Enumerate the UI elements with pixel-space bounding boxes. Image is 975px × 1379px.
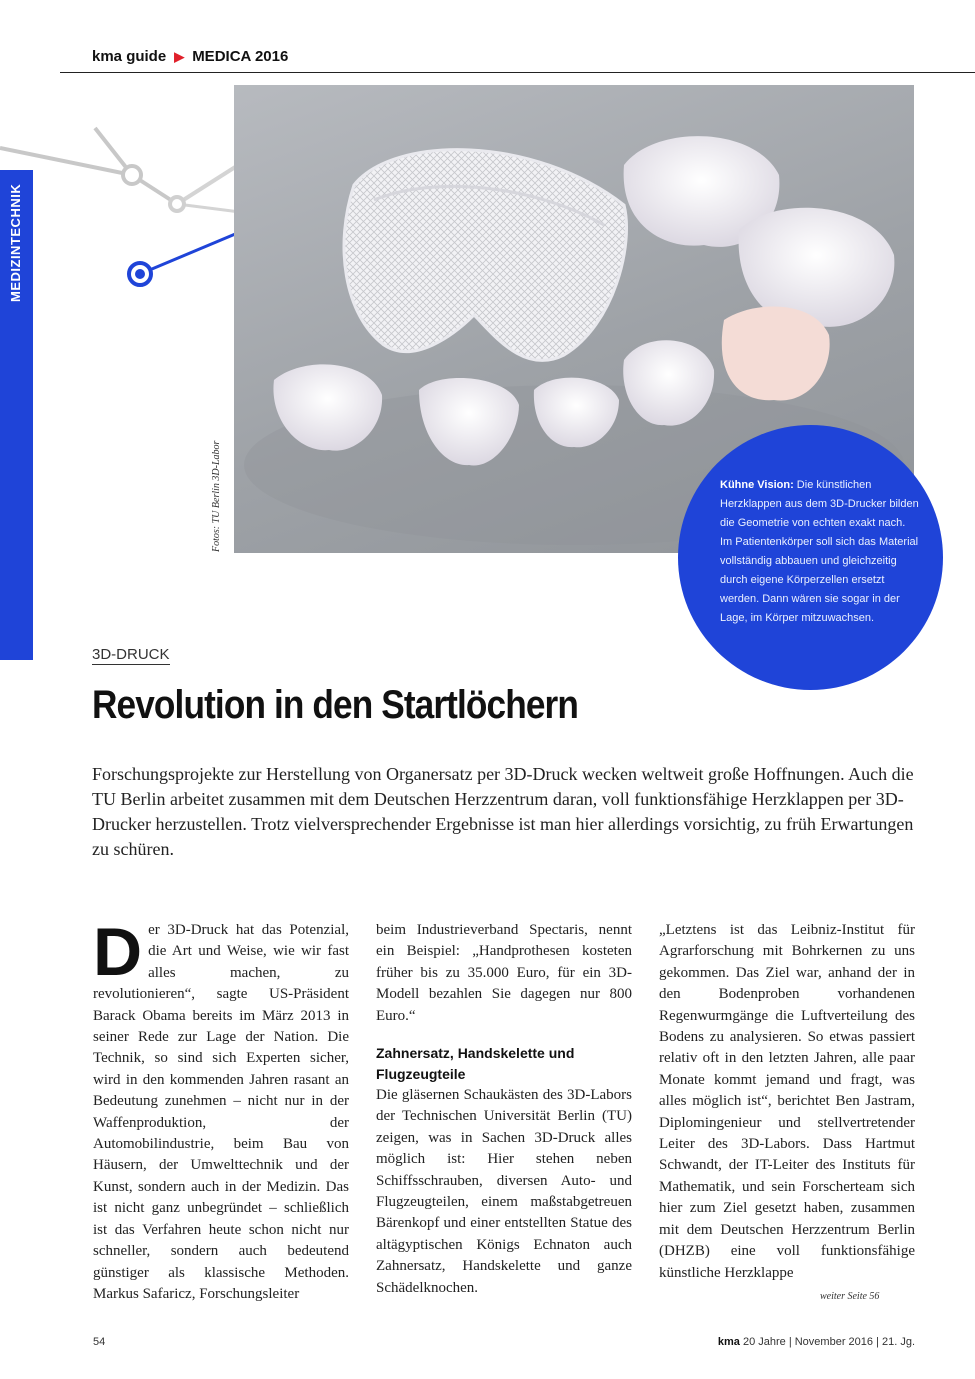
play-arrow-icon: ▶ — [174, 48, 185, 64]
article-headline: Revolution in den Startlöchern — [92, 683, 578, 727]
photo-caption — [720, 476, 920, 628]
body-column-2 — [376, 920, 632, 1299]
body-text-2: beim Industrieverband Spectaris, nennt ein Beispiel: „Handprothesen kosteten früher bis zu 35.000 Euro, für ein 3D-Modell bezahlen Sie dagegen nur 800 Euro.“ — [376, 922, 632, 1024]
header-section: MEDICA 2016 — [192, 48, 289, 65]
drop-cap: D — [93, 914, 143, 990]
body-text-1: er 3D-Druck hat das Potenzial, die Art und Weise, wie wir fast alles machen, zu revolutionieren“, sagte US-Präsident Barack Obama bereits im März 2013 in seiner Rede zur Lage der Nation. Die Technik, so sind sich Experten sicher, wird in den kommenden Jahren rasant an Bedeutung zunehmen – nicht nur in der Waffenproduktion, der Automobilindustrie, beim Bau von Häusern, der Umwelttechnik und der Kunst, sondern auch in der Medizin. Das ist nicht ganz unbegründet – schließlich ist das Verfahren heute schon nicht nur schneller, sondern auch bedeutend günstiger als klassische Methoden. Markus Safaricz, Forschungsleiter — [93, 922, 349, 1302]
page-number: 54 — [93, 1336, 106, 1348]
running-header — [92, 48, 288, 65]
body-column-1 — [93, 914, 349, 1305]
side-tab-label: MEDIZINTECHNIK — [8, 183, 23, 302]
caption-lead: Kühne Vision: — [720, 479, 794, 491]
footer-brand: kma — [717, 1336, 740, 1348]
body-text-2b: Die gläsernen Schaukästen des 3D-Labors der Technischen Universität Berlin (TU) zeigen, was in Sachen 3D-Druck alles möglich ist: Hier stehen neben Schiffsschrauben, diversen Auto- und Flugzeugteilen, einem maßstabgetreuen Bärenkopf und einer entstellten Statue des altägyptischen Königs Echnaton auch Zahnersatz, Handskelette und ganze Schädelknochen. — [376, 1087, 632, 1296]
photo-credit: Fotos: TU Berlin 3D-Labor — [211, 440, 222, 552]
body-column-3 — [659, 920, 915, 1284]
footer-info — [718, 1336, 915, 1348]
footer-details: 20 Jahre | November 2016 | 21. Jg. — [739, 1336, 915, 1348]
network-nodes-graphic — [0, 100, 240, 330]
caption-body: Die künstlichen Herzklappen aus dem 3D-Drucker bilden die Geometrie von echten exakt nach. Im Patientenkörper soll sich das Material vollständig abbauen und gleichzeitig durch eigene Körperzellen ersetzt werden. Dann wären sie sogar in der Lage, im Körper mitzuwachsen. — [720, 479, 919, 624]
header-brand: kma guide — [92, 48, 167, 65]
article-lead: Forschungsprojekte zur Herstellung von Organersatz per 3D-Druck wecken weltweit große Hoffnungen. Auch die TU Berlin arbeitet zusammen mit dem Deutschen Herzzentrum daran, voll funktionsfähige Herzklappen per 3D-Drucker herzustellen. Trotz vielversprechender Ergebnisse ist man hier allerdings vorsichtig, zu früh Erwartungen zu schüren. — [92, 764, 914, 859]
article-kicker: 3D-DRUCK — [92, 646, 170, 663]
article-subhead: Zahnersatz, Handskelette und Flugzeugteile — [376, 1045, 575, 1083]
header-rule — [60, 72, 975, 73]
body-text-3: „Letztens ist das Leibniz-Institut für Agrarforschung mit Bohrkernen zu uns gekommen. Das Ziel war, anhand der in den Bodenproben vorhandenen Regenwurmgänge die Luftverteilung des Bodens zu analysieren. So etwas passiert relativ oft in den letzten Jahren, alle paar Monate kommt jemand und fragt, was alles möglich ist“, berichtet Ben Jastram, Diplomingenieur und stellvertretender Leiter des 3D-Labors. Dass Hartmut Schwandt, der IT-Leiter des Instituts für Mathematik, und sein Forscherteam sich hier zum Ziel gesetzt haben, zusammen mit dem Deutschen Herzzentrum Berlin (DHZB) eine voll funktionsfähige künstliche Herzklappe — [659, 922, 915, 1281]
continued-note: weiter Seite 56 — [820, 1291, 880, 1302]
